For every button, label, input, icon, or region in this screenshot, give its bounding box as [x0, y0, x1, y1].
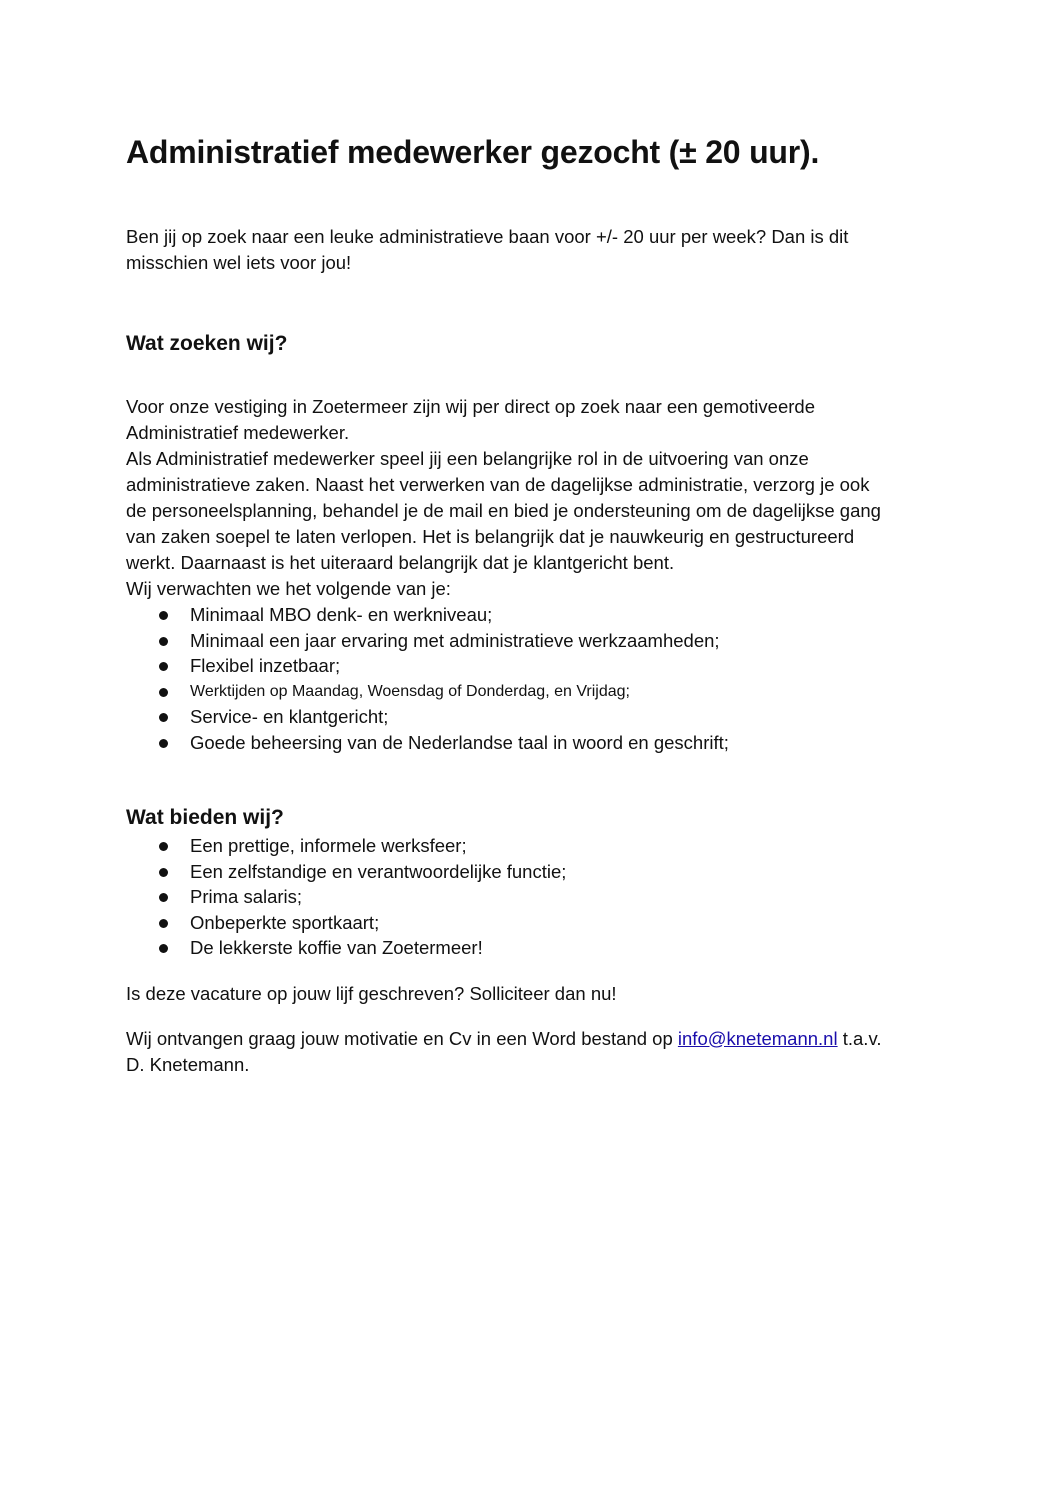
email-link[interactable]: info@knetemann.nl	[677, 1027, 838, 1049]
list-item-text: Minimaal MBO denk- en werkniveau;	[190, 604, 493, 625]
list-item	[126, 910, 936, 936]
bullet-icon	[159, 637, 168, 646]
benefits-list	[126, 833, 936, 961]
bullet-icon	[159, 842, 168, 851]
bullet-icon	[159, 893, 168, 902]
list-item	[126, 679, 936, 705]
list-item	[126, 602, 936, 628]
list-item-text: Onbeperkte sportkaart;	[190, 911, 380, 933]
bullet-icon	[159, 868, 168, 877]
description-line: Als Administratief medewerker speel jij een belangrijke rol in de uitvoering van onze	[126, 448, 809, 469]
description-line: Wij verwachten we het volgende van je:	[126, 578, 451, 599]
intro-line: Ben jij op zoek naar een leuke administratieve baan voor +/- 20 uur per week? Dan is dit	[126, 226, 849, 247]
requirements-list	[126, 602, 936, 755]
list-item	[126, 935, 936, 961]
list-item-text: Prima salaris;	[190, 886, 303, 907]
list-item-text: Flexibel inzetbaar;	[190, 655, 341, 676]
apply-paragraph	[126, 1026, 936, 1078]
description-line: van zaken soepel te laten verlopen. Het is belangrijk dat je nauwkeurig en gestructureerd	[126, 526, 855, 547]
list-item	[126, 628, 936, 654]
bullet-icon	[159, 739, 168, 748]
document-content	[126, 128, 936, 1078]
list-item	[126, 704, 936, 730]
apply-line: D. Knetemann.	[126, 1053, 250, 1075]
page-title: Administratief medewerker gezocht (± 20 uur).	[126, 134, 820, 170]
bullet-icon	[159, 611, 168, 620]
intro-line: misschien wel iets voor jou!	[126, 252, 352, 273]
bullet-icon	[159, 688, 168, 697]
apply-line	[126, 1026, 936, 1052]
intro-paragraph	[126, 224, 936, 276]
list-item-text: Minimaal een jaar ervaring met administratieve werkzaamheden;	[190, 629, 720, 651]
bullet-icon	[159, 944, 168, 953]
description-line: Voor onze vestiging in Zoetermeer zijn wij per direct op zoek naar een gemotiveerde	[126, 396, 815, 417]
list-item	[126, 884, 936, 910]
apply-text-after: t.a.v.	[837, 1027, 882, 1049]
list-item	[126, 833, 936, 859]
list-item-text: Een zelfstandige en verantwoordelijke functie;	[190, 860, 567, 882]
list-item-text: Een prettige, informele werksfeer;	[190, 835, 467, 856]
bullet-icon	[159, 713, 168, 722]
search-description	[126, 394, 936, 602]
list-item	[126, 730, 936, 756]
list-item-text: Goede beheersing van de Nederlandse taal in woord en geschrift;	[190, 731, 729, 753]
description-line: administratieve zaken. Naast het verwerken van de dagelijkse administratie, verzorg je ook	[126, 474, 870, 495]
bullet-icon	[159, 662, 168, 671]
section-heading-search: Wat zoeken wij?	[126, 332, 288, 355]
list-item	[126, 859, 936, 885]
section-heading-offer: Wat bieden wij?	[126, 806, 284, 829]
list-item-text: De lekkerste koffie van Zoetermeer!	[190, 937, 483, 958]
list-item	[126, 653, 936, 679]
apply-text: Wij ontvangen graag jouw motivatie en Cv in een Word bestand op	[126, 1027, 678, 1049]
list-item-text: Service- en klantgericht;	[190, 706, 389, 727]
list-item-text: Werktijden op Maandag, Woensdag of Donderdag, en Vrijdag;	[190, 682, 630, 700]
description-line: de personeelsplanning, behandel je de mail en bied je ondersteuning om de dagelijkse gang	[126, 500, 881, 521]
call-to-action: Is deze vacature op jouw lijf geschreven? Solliciteer dan nu!	[126, 982, 617, 1004]
bullet-icon	[159, 919, 168, 928]
description-line: werkt. Daarnaast is het uiteraard belangrijk dat je klantgericht bent.	[126, 552, 675, 573]
description-line: Administratief medewerker.	[126, 422, 350, 443]
